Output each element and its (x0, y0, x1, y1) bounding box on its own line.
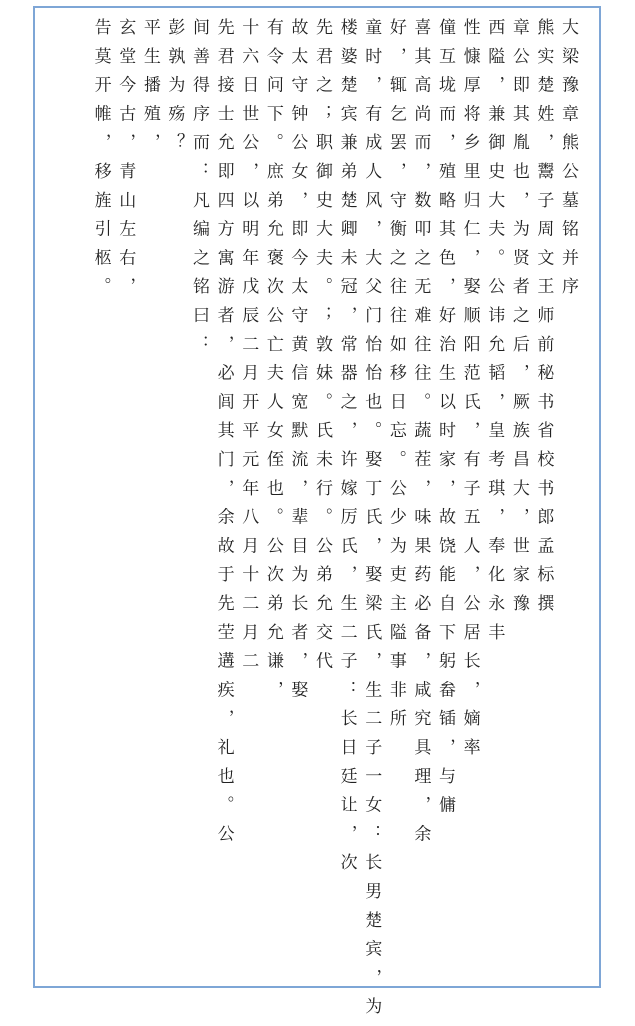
text-column: 先君之；职御史大夫。；敦妹。氏未行。公弟允交代 (312, 18, 332, 681)
text-column: 好，辄乞罢，守衡之往往如移日忘。公少为吏主隘事非所 (385, 18, 406, 738)
text-column: 有令问下。庶弟允褒次公亡夫人女侄也。公次弟允谦， (262, 18, 283, 710)
text-column: 先君接士允即四方寓游者，必闾其门，余故于先茔遘疾，礼也。公 (213, 18, 234, 854)
text-column: 故太守钟公女，即今太守黄信宽默流，辈目为长者，娶 (287, 18, 308, 710)
text-column: 楼婆楚宾兼弟楚卿未冠，常器之，许嫁厉氏，生二子：长日廷让，次 (336, 18, 357, 882)
text-column: 西隘，兼御史大夫。公讳允韬，皇考琪，奉化永丰 (484, 18, 505, 652)
text-column: 彭孰为殇？ (164, 18, 185, 162)
text-column: 十六日世公，以明年戊辰二月开平元年八月十二月二 (238, 18, 259, 681)
text-column: 玄堂今古，青山左右， (115, 18, 136, 306)
text-column: 大梁豫章熊公墓铭并序 (558, 18, 578, 306)
text-column: 间善得序而：凡编之铭曰： (189, 18, 209, 364)
text-column: 僮互垅而，殖略其色，好治生以时家，故饶能自下躬畚锸，与傭 (435, 18, 455, 825)
text-column: 平生播殖， (139, 18, 160, 162)
text-column: 童时，有成人风，大父门怡怡也。娶丁氏，娶梁氏，生二子一女：长男楚宾，为 (361, 18, 382, 1026)
text-column: 告莫开帷，移旌引柩。 (90, 18, 111, 306)
text-column: 章公即其胤也，为贤者之后，厥族昌大，世家豫 (508, 18, 529, 623)
text-column: 喜其高尚而，数叩之无难往往。蔬茬，味果药必备，咸究具理，余 (410, 18, 431, 854)
text-column: 性慷厚将乡里归仁，娶顺阳范氏，有子五人，公居长，嫡率 (459, 18, 480, 767)
epitaph-text (50, 18, 580, 1026)
text-column: 熊实楚姓，鬻子周文王师前秘书省校书郎孟标撰 (533, 18, 554, 623)
